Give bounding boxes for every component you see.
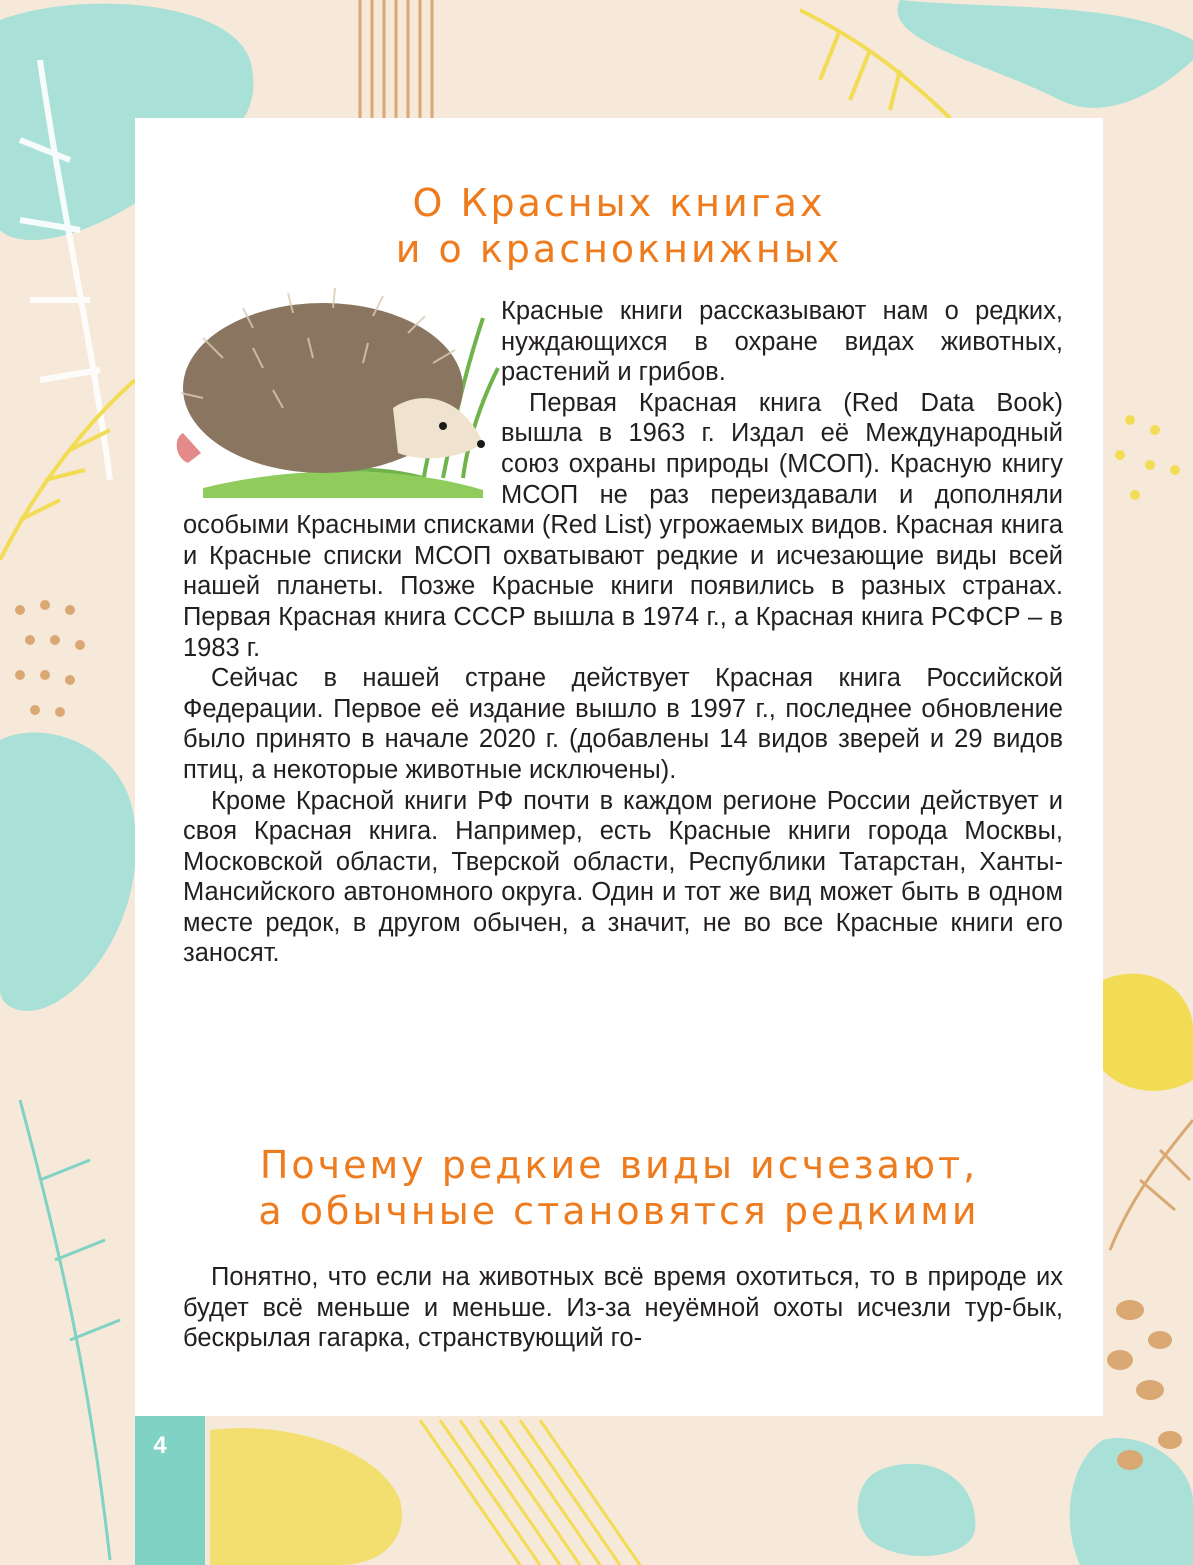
paragraph: Понятно, что если на животных всё время охотиться, то в природе их будет всё меньше и меньше. Из-за неуёмной охоты исчезли тур-бык, бескрылая гагарка, странствующий го- <box>183 1263 1063 1353</box>
mint-blob-bottom-center <box>858 1464 976 1556</box>
page-number-tab <box>135 1416 205 1565</box>
paragraph: Сейчас в нашей стране действует Красная книга Российской Федерации. Первое её издание вышло в 1997 г., последнее обновление было принято в начале 2020 г. (добавлены 14 видов зверей и 29 видов птиц, а некоторые животные исключены). <box>183 664 1063 784</box>
yellow-dots-right <box>1115 415 1180 500</box>
yellow-blob-bottom-left <box>210 1428 402 1565</box>
tan-stripes-top <box>360 0 432 118</box>
yellow-blob-right <box>1103 974 1193 1091</box>
paragraph: Красные книги рассказывают нам о редких, нуждающихся в охране видах животных, растений и грибов. <box>501 297 1063 387</box>
paragraph: Первая Красная книга (Red Data Book) вышла в 1963 г. Издал её Международный союз охраны природы (МСОП). Красную книгу МСОП не раз переиздавали и дополняли особыми Красными списками (Red List) угрожаемых видов. Красная книга и Красные списки МСОП охватывают редкие и исчезающие виды всей нашей планеты. Позже Красные книги появились в разных странах. Первая Красная книга СССР вышла в 1974 г., а Красная книга РСФСР – в 1983 г. <box>183 388 1063 662</box>
section-body-why-species-disappear <box>183 1262 1063 1354</box>
tan-leaf-right <box>1110 1120 1193 1250</box>
mint-leaf-left-bottom <box>20 1100 120 1560</box>
section-body-red-books <box>183 296 1063 969</box>
content-panel <box>135 118 1103 1416</box>
yellow-stripes-bottom <box>420 1420 640 1565</box>
mint-blob-left-middle <box>0 733 136 1011</box>
paragraph: Кроме Красной книги РФ почти в каждом регионе России действует и своя Красная книга. Например, есть Красные книги города Москвы, Московской области, Тверской области, Республики Татарстан, Ханты-Мансийского автономного округа. Один и тот же вид может быть в одном месте редок, в другом обычен, а значит, не во все Красные книги его заносят. <box>183 786 1063 968</box>
tan-dots-left <box>15 600 85 717</box>
section-title-red-books: О Красных книгах и о краснокнижных <box>395 181 843 271</box>
mint-blob-top-right <box>897 0 1193 108</box>
section-title-why-species-disappear: Почему редкие виды исчезают, а обычные становятся редкими <box>258 1143 980 1233</box>
page-number: 4 <box>153 1432 167 1459</box>
yellow-leaf-left <box>0 380 135 560</box>
